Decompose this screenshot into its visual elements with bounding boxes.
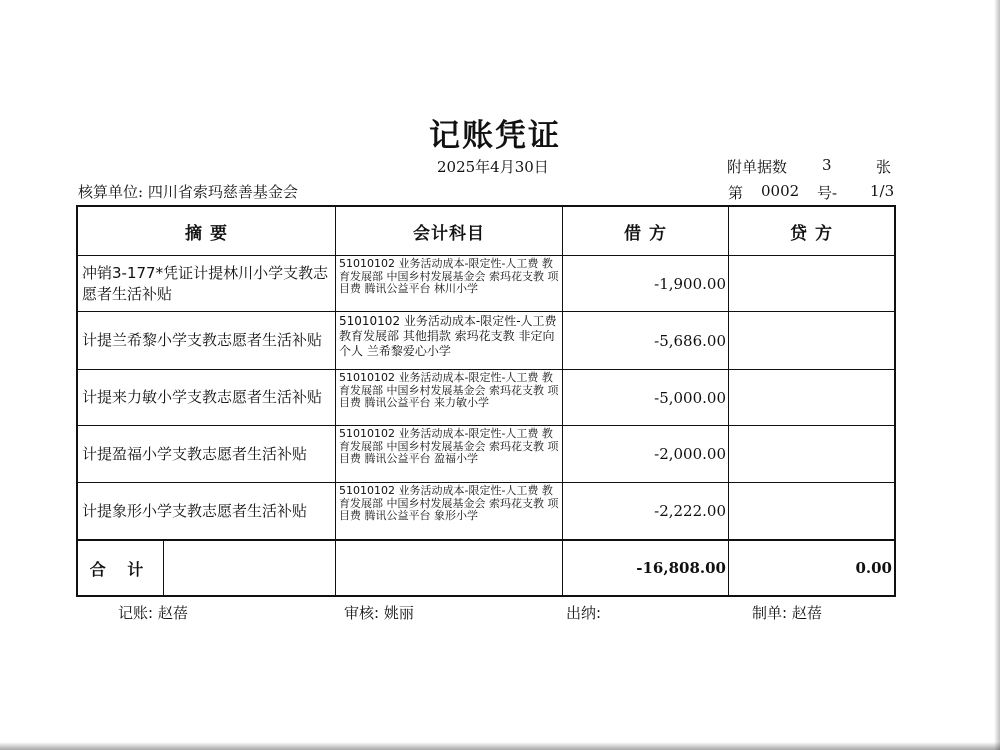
table-row-credit [730, 426, 892, 482]
table-row-credit [730, 312, 892, 369]
attachments-unit: 张 [876, 158, 892, 176]
header-credit: 贷 方 [790, 223, 833, 244]
column-rule [562, 207, 563, 595]
table-row-credit [730, 483, 892, 539]
column-rule [163, 540, 164, 595]
table-row-subject: 51010102 业务活动成本-限定性-人工费 教育发展部 其他捐款 索玛花支教 非定向 个人 兰希黎爱心小学 [339, 314, 557, 358]
scan-edge-shadow [0, 742, 1000, 750]
bookkeeper-signature: 记账: 赵蓓 [118, 604, 188, 622]
table-row-subject: 51010102 业务活动成本-限定性-人工费 教育发展部 中国乡村发展基金会 索玛花支教 项目费 腾讯公益平台 象形小学 [339, 484, 559, 522]
total-credit: 0.00 [855, 559, 892, 577]
voucher-table [76, 205, 896, 597]
table-row-credit [730, 370, 892, 425]
header-debit: 借 方 [624, 223, 667, 244]
summary-text: 计提象形小学支教志愿者生活补贴 [82, 501, 308, 520]
voucher-number-prefix: 第 [728, 184, 744, 202]
attachments-count: 3 [822, 156, 832, 174]
table-row-subject: 51010102 业务活动成本-限定性-人工费 教育发展部 中国乡村发展基金会 索玛花支教 项目费 腾讯公益平台 盈福小学 [339, 427, 559, 465]
voucher-page: 1/3 [870, 182, 895, 200]
table-row-summary [82, 426, 334, 482]
table-row-subject: 51010102 业务活动成本-限定性-人工费 教育发展部 中国乡村发展基金会 索玛花支教 项目费 腾讯公益平台 来力敏小学 [339, 371, 559, 409]
header-subject: 会计科目 [413, 223, 485, 244]
summary-text: 计提来力敏小学支教志愿者生活补贴 [82, 388, 323, 406]
reviewer-signature: 审核: 姚丽 [344, 604, 414, 622]
accounting-unit-name: 四川省索玛慈善基金会 [147, 183, 298, 201]
table-row-summary [82, 256, 334, 311]
cashier-signature: 出纳: [566, 604, 602, 622]
table-row-debit: -1,900.00 [654, 274, 726, 293]
table-row-debit: -5,000.00 [654, 388, 726, 407]
table-row-credit [730, 256, 892, 311]
summary-text: 计提盈福小学支教志愿者生活补贴 [82, 444, 308, 463]
attachments-label: 附单据数 [727, 158, 788, 176]
voucher-number-suffix: 号- [817, 184, 838, 202]
table-row-summary [82, 370, 334, 425]
column-rule [728, 207, 729, 595]
preparer-signature: 制单: 赵蓓 [752, 604, 822, 622]
table-row-debit: -2,000.00 [654, 445, 726, 463]
header-summary: 摘 要 [185, 223, 228, 244]
scan-edge-shadow [994, 0, 1000, 750]
column-rule [335, 207, 336, 595]
table-row-subject: 51010102 业务活动成本-限定性-人工费 教育发展部 中国乡村发展基金会 索玛花支教 项目费 腾讯公益平台 林川小学 [339, 257, 559, 295]
summary-text: 计提兰希黎小学支教志愿者生活补贴 [82, 331, 323, 349]
summary-text: 冲销3-177*凭证计提林川小学支教志愿者生活补贴 [82, 263, 329, 303]
table-row-debit: -2,222.00 [654, 502, 726, 520]
table-row-debit: -5,686.00 [654, 331, 726, 350]
total-debit: -16,808.00 [636, 559, 726, 577]
table-row-summary [82, 483, 334, 539]
table-row-summary [82, 312, 334, 369]
accounting-unit-label: 核算单位: [78, 183, 144, 201]
voucher-title: 记账凭证 [429, 118, 561, 154]
voucher-date: 2025年4月30日 [437, 158, 549, 176]
accounting-unit [78, 181, 298, 202]
voucher-number: 0002 [761, 182, 800, 200]
total-label: 合 计 [89, 559, 152, 579]
